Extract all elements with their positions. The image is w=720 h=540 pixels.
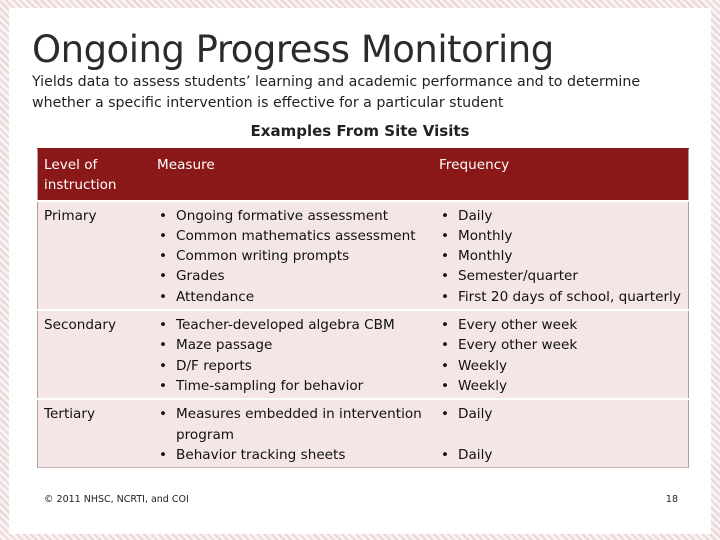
frequency-cell <box>433 310 689 399</box>
table-header-row <box>38 149 689 201</box>
header-level: Level of instruction <box>38 149 152 201</box>
frequency-list <box>439 315 682 396</box>
list-item: • Daily <box>439 445 682 465</box>
table-caption: Examples From Site Visits <box>250 122 470 140</box>
list-item: • Common mathematics assessment <box>157 226 427 246</box>
measure-cell <box>151 310 433 399</box>
measure-cell <box>151 399 433 467</box>
list-item: • Monthly <box>439 226 682 246</box>
measure-cell <box>151 201 433 310</box>
table-row <box>38 310 689 399</box>
slide-title: Ongoing Progress Monitoring <box>32 28 554 71</box>
measure-list <box>157 315 427 396</box>
list-item: • Every other week <box>439 335 682 355</box>
measure-list <box>157 404 427 465</box>
slide-subtitle: Yields data to assess students’ learning and academic performance and to determine whether a specific intervention is effective for a particular student <box>32 74 641 111</box>
list-item: • Monthly <box>439 246 682 266</box>
list-item: • Weekly <box>439 376 682 396</box>
list-item: • Semester/quarter <box>439 266 682 286</box>
frequency-cell <box>433 399 689 467</box>
list-item: • Weekly <box>439 356 682 376</box>
header-measure: Measure <box>151 149 433 201</box>
copyright-footer: © 2011 NHSC, NCRTI, and COI <box>44 494 189 505</box>
list-item: • Daily <box>439 206 682 226</box>
progress-monitoring-table <box>37 148 689 468</box>
list-item: • Measures embedded in intervention program <box>157 404 427 445</box>
level-cell: Primary <box>38 201 152 310</box>
list-item: • Behavior tracking sheets <box>157 445 427 465</box>
list-item: • Time-sampling for behavior <box>157 376 427 396</box>
list-item: • Teacher-developed algebra CBM <box>157 315 427 335</box>
list-spacer <box>439 425 682 445</box>
list-item: • Daily <box>439 404 682 424</box>
table-row <box>38 201 689 310</box>
list-item: • Common writing prompts <box>157 246 427 266</box>
level-cell: Tertiary <box>38 399 152 467</box>
list-item: • Every other week <box>439 315 682 335</box>
list-item: • Grades <box>157 266 427 286</box>
table-row <box>38 399 689 467</box>
frequency-list <box>439 404 682 465</box>
measure-list <box>157 206 427 307</box>
level-cell: Secondary <box>38 310 152 399</box>
list-item: • Ongoing formative assessment <box>157 206 427 226</box>
list-item: • First 20 days of school, quarterly <box>439 287 682 307</box>
frequency-list <box>439 206 682 307</box>
list-item: • D/F reports <box>157 356 427 376</box>
page-number: 18 <box>665 494 678 505</box>
header-frequency: Frequency <box>433 149 689 201</box>
list-item: • Attendance <box>157 287 427 307</box>
frequency-cell <box>433 201 689 310</box>
list-item: • Maze passage <box>157 335 427 355</box>
